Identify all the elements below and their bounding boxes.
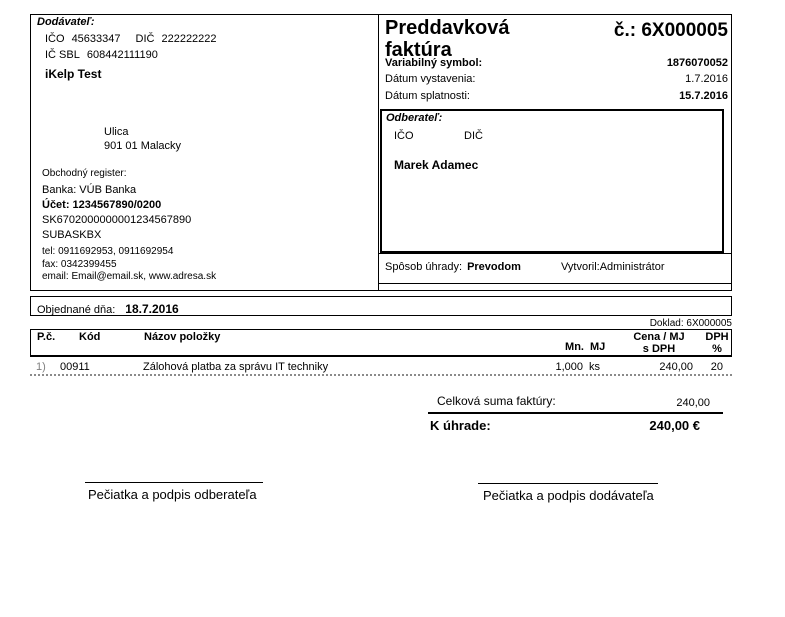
created-by-value: Administrátor [599,261,665,273]
item-mn: 1,000 [555,361,583,373]
total-label: Celková suma faktúry: [437,394,556,408]
col-header-cena-line1: Cena / MJ [633,331,685,343]
ordered-on-date: 18.7.2016 [125,302,179,316]
supplier-register-label: Obchodný register: [42,168,127,179]
variable-symbol-value: 1876070052 [666,57,728,69]
supplier-ico-dic-line [45,33,217,46]
supplier-tel: tel: 0911692953, 0911692954 [42,246,174,257]
issue-date-value: 1.7.2016 [685,73,728,85]
col-header-mn: Mn. [565,341,584,353]
created-by-label: Vytvoril: [561,261,600,273]
items-table-bottom-separator [30,374,732,376]
supplier-dic-label: DIČ [135,33,155,45]
due-date-value: 15.7.2016 [679,90,728,102]
col-header-dph-line1: DPH [705,331,729,343]
document-reference: Doklad: 6X000005 [649,318,732,329]
supplier-fax: fax: 0342399455 [42,259,117,270]
customer-name: Marek Adamec [394,158,479,172]
supplier-signature-line [478,483,658,484]
payment-method-label: Spôsob úhrady: [385,261,463,273]
item-dph: 20 [710,361,723,373]
supplier-swift: SUBASKBX [42,229,102,241]
item-nazov: Zálohová platba za správu IT techniky [143,361,329,373]
supplier-section-label: Dodávateľ: [37,16,95,28]
item-mj: ks [589,361,600,373]
col-header-pc: P.č. [37,331,56,343]
item-pc: 1) [36,361,46,373]
customer-box [380,109,724,253]
col-header-nazov: Názov položky [144,331,221,343]
col-header-cena-line2: s DPH [642,343,676,355]
supplier-icsbl-line [45,49,158,62]
supplier-iban: SK6702000000001234567890 [42,214,192,226]
customer-ico-label: IČO [394,130,414,142]
supplier-street: Ulica [104,126,129,138]
ordered-on-row [30,296,732,316]
amount-due-label: K úhrade: [430,418,491,433]
customer-signature-line [85,482,263,483]
supplier-email: email: Email@email.sk, www.adresa.sk [42,271,217,282]
supplier-name: iKelp Test [45,67,102,81]
payment-method-line [385,261,521,274]
customer-dic-label: DIČ [464,130,483,142]
supplier-bank: Banka: VÚB Banka [42,184,137,196]
supplier-ico-label: IČO [45,33,65,45]
supplier-account: Účet: 1234567890/0200 [42,199,162,211]
invoice-title: Preddavková faktúra [385,17,510,61]
ordered-on-label: Objednané dňa: [37,304,116,316]
item-kod: 00911 [60,361,90,373]
items-table-header [30,329,732,357]
customer-signature-label: Pečiatka a podpis odberateľa [88,487,257,502]
payment-method-value: Prevodom [467,261,521,273]
supplier-icsbl-value: 608442111190 [86,49,158,61]
payment-row [378,253,732,284]
issue-date-label: Dátum vystavenia: [385,73,476,85]
customer-section-label: Odberateľ: [386,112,443,124]
invoice-number: č.: 6X000005 [613,20,728,41]
col-header-mj: MJ [590,341,606,353]
col-header-dph-line2: % [712,343,722,355]
item-cena: 240,00 [659,361,693,373]
totals-separator-line [428,412,723,414]
supplier-icsbl-label: IČ SBL [45,49,80,61]
supplier-customer-divider [378,14,379,291]
supplier-ico-value: 45633347 [71,33,121,45]
supplier-city: 901 01 Malacky [104,140,182,152]
supplier-signature-label: Pečiatka a podpis dodávateľa [483,488,654,503]
due-date-label: Dátum splatnosti: [385,90,470,102]
col-header-kod: Kód [79,331,101,343]
amount-due-value: 240,00 € [649,418,700,433]
supplier-dic-value: 222222222 [161,33,217,45]
total-value: 240,00 [676,397,710,409]
created-by-line [561,261,665,274]
variable-symbol-label: Variabilný symbol: [385,57,483,69]
